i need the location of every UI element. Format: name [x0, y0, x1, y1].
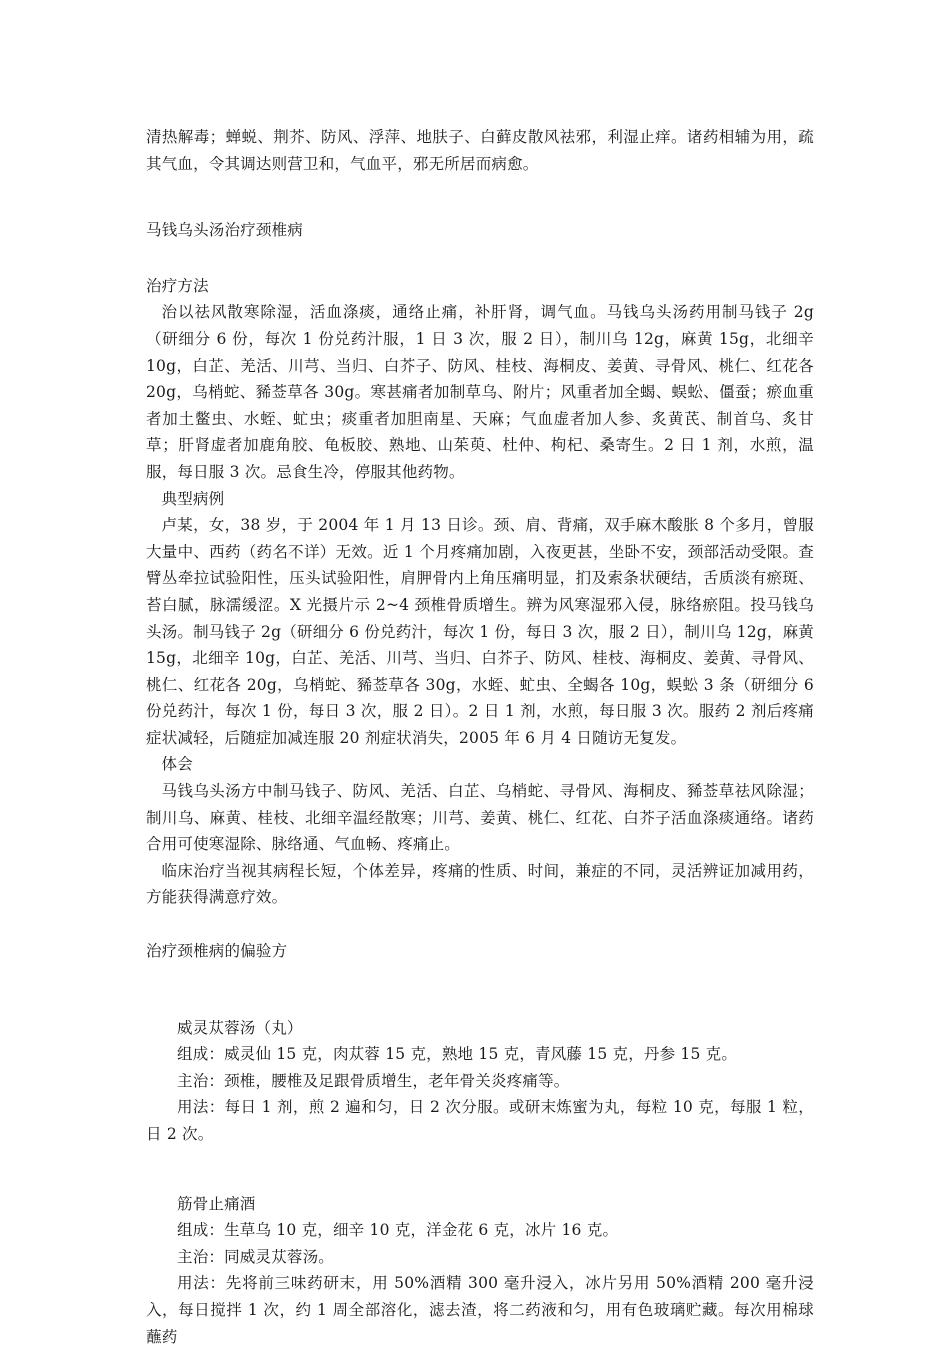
recipe-indication: 主治：颈椎，腰椎及足跟骨质增生，老年骨关炎疼痛等。	[177, 1071, 570, 1090]
insight-paragraph: 马钱乌头汤方中制马钱子、防风、羌活、白芷、乌梢蛇、寻骨风、海桐皮、豨莶草祛风除湿；制川乌、麻黄、桂枝、北细辛温经散寒；川芎、姜黄、桃仁、红花、白芥子活血涤痰通络。诸药合用可使寒湿除、脉络通、气血畅、疼痛止。	[146, 782, 814, 854]
spacer	[146, 965, 814, 1015]
insight-heading: 体会	[161, 755, 193, 774]
spacer	[146, 244, 814, 273]
case-heading: 典型病例	[161, 489, 225, 508]
spacer	[146, 1148, 814, 1191]
recipe-name: 威灵苁蓉汤（丸）	[177, 1018, 303, 1037]
recipe-name: 筋骨止痛酒	[177, 1194, 256, 1213]
method-heading: 治疗方法	[146, 276, 209, 295]
intro-paragraph: 清热解毒；蝉蜕、荆芥、防风、浮萍、地肤子、白藓皮散风祛邪，利湿止痒。诸药相辅为用，疏其气血，令其调达则营卫和，气血平，邪无所居而病愈。	[146, 128, 814, 173]
method-paragraph: 治以祛风散寒除湿，活血涤痰，通络止痛，补肝肾，调气血。马钱乌头汤药用制马钱子 2g（研细分 6 份，每次 1 份兑药汁服，1 日 3 次，服 2 日），制川乌 12g，麻黄 15g，北细辛 10g，白芷、羌活、川芎、当归、白芥子、防风、桂枝、海桐皮、姜黄、寻骨风、桃仁、红花各 20g，乌梢蛇、豨莶草各 30g。寒甚痛者加制草乌、附片；风重者加全蝎、蜈蚣、僵蚕；瘀血重者加土鳖虫、水蛭、虻虫；痰重者加胆南星、天麻；气血虚者加人参、炙黄芪、制首乌、炙甘草；肝肾虚者加鹿角胶、龟板胶、熟地、山茱萸、杜仲、枸杞、桑寄生。2 日 1 剂，水煎，温服，每日服 3 次。忌食生冷，停服其他药物。	[146, 303, 814, 481]
spacer	[146, 177, 814, 217]
closing-paragraph: 临床治疗当视其病程长短，个体差异，疼痛的性质、时间，兼症的不同，灵活辨证加减用药，方能获得满意疗效。	[146, 861, 814, 907]
recipe-indication: 主治：同威灵苁蓉汤。	[177, 1247, 335, 1266]
section2-title: 治疗颈椎病的偏验方	[146, 942, 288, 961]
recipe-composition: 组成：生草乌 10 克，细辛 10 克，洋金花 6 克，冰片 16 克。	[177, 1221, 619, 1240]
recipe-usage: 用法：每日 1 剂，煎 2 遍和匀，日 2 次分服。或研末炼蜜为丸，每粒 10 克，每服 1 粒，日 2 次。	[146, 1098, 814, 1143]
spacer	[146, 911, 814, 938]
recipe-composition: 组成：威灵仙 15 克，肉苁蓉 15 克，熟地 15 克，青风藤 15 克，丹参 15 克。	[177, 1045, 738, 1064]
case-paragraph: 卢某，女，38 岁，于 2004 年 1 月 13 日诊。颈、肩、背痛，双手麻木酸胀 8 个多月，曾服大量中、西药（药名不详）无效。近 1 个月疼痛加剧，入夜更甚，坐卧不安，颈部活动受限。查臂丛牵拉试验阳性，压头试验阳性，肩胛骨内上角压痛明显，扪及索条状硬结，舌质淡有瘀斑、苔白腻，脉濡缓涩。X 光摄片示 2~4 颈椎骨质增生。辨为风寒湿邪入侵，脉络瘀阻。投马钱乌头汤。制马钱子 2g（研细分 6 份兑药汁，每次 1 份，每日 3 次，服 2 日），制川乌 12g，麻黄 15g，北细辛 10g，白芷、羌活、川芎、当归、白芥子、防风、桂枝、海桐皮、姜黄、寻骨风、桃仁、红花各 20g，乌梢蛇、豨莶草各 30g，水蛭、虻虫、全蝎各 10g，蜈蚣 3 条（研细分 6 份兑药汁，每次 1 份，每日 3 次，服 2 日）。2 日 1 剂，水煎，每日服 3 次。服药 2 剂后疼痛症状减轻，后随症加减连服 20 剂症状消失，2005 年 6 月 4 日随访无复发。	[146, 516, 814, 747]
document-body	[146, 124, 814, 1350]
recipe-usage: 用法：先将前三味药研末，用 50%酒精 300 毫升浸入，冰片另用 50%酒精 200 毫升浸入，每日搅拌 1 次，约 1 周全部溶化，滤去渣，将二药液和匀，用有色玻璃贮藏。每次用棉球蘸药	[146, 1274, 814, 1346]
article-title: 马钱乌头汤治疗颈椎病	[146, 221, 304, 240]
